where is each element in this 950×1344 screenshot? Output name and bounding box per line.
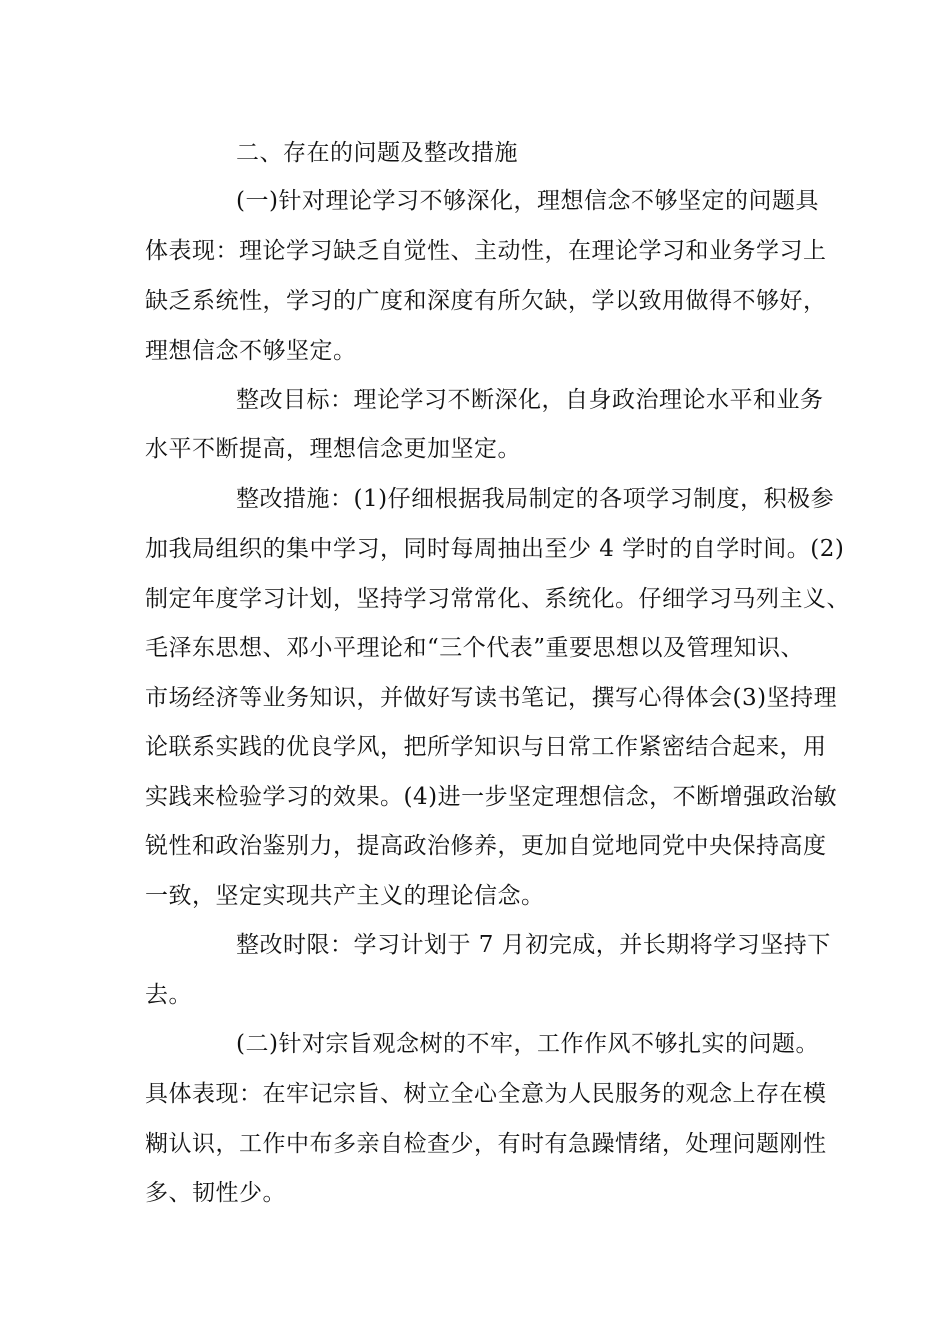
paragraph-line: 多、韧性少。 — [145, 1180, 286, 1206]
paragraph-line: 制定年度学习计划，坚持学习常常化、系统化。仔细学习马列主义、 — [145, 586, 850, 612]
paragraph-line: 论联系实践的优良学风，把所学知识与日常工作紧密结合起来，用 — [145, 734, 827, 760]
paragraph-line: 整改目标：理论学习不断深化，自身政治理论水平和业务 — [236, 387, 824, 413]
paragraph-line: 一致，坚定实现共产主义的理论信念。 — [145, 883, 545, 909]
paragraph-line: 毛泽东思想、邓小平理论和“三个代表”重要思想以及管理知识、 — [145, 635, 805, 661]
paragraph-line: 去。 — [145, 982, 192, 1008]
paragraph-line: 糊认识，工作中布多亲自检查少，有时有急躁情绪，处理问题刚性 — [145, 1131, 827, 1157]
paragraph-line: (一)针对理论学习不够深化，理想信念不够坚定的问题具 — [236, 188, 819, 214]
paragraph-line: (二)针对宗旨观念树的不牢，工作作风不够扎实的问题。 — [236, 1031, 819, 1057]
paragraph-line: 锐性和政治鉴别力，提高政治修养，更加自觉地同党中央保持高度 — [145, 833, 827, 859]
paragraph-line: 实践来检验学习的效果。(4)进一步坚定理想信念，不断增强政治敏 — [145, 784, 838, 810]
paragraph-line: 加我局组织的集中学习，同时每周抽出至少 4 学时的自学时间。(2) — [145, 536, 845, 562]
paragraph-line: 理想信念不够坚定。 — [145, 338, 357, 364]
paragraph-line: 整改措施：(1)仔细根据我局制定的各项学习制度，积极参 — [236, 486, 835, 512]
section-heading: 二、存在的问题及整改措施 — [236, 140, 518, 166]
paragraph-line: 具体表现：在牢记宗旨、树立全心全意为人民服务的观念上存在模 — [145, 1081, 827, 1107]
paragraph-line: 市场经济等业务知识，并做好写读书笔记，撰写心得体会(3)坚持理 — [145, 685, 838, 711]
paragraph-line: 水平不断提高，理想信念更加坚定。 — [145, 436, 521, 462]
paragraph-line: 体表现：理论学习缺乏自觉性、主动性，在理论学习和业务学习上 — [145, 238, 827, 264]
paragraph-line: 缺乏系统性，学习的广度和深度有所欠缺，学以致用做得不够好， — [145, 288, 827, 314]
paragraph-line: 整改时限：学习计划于 7 月初完成，并长期将学习坚持下 — [236, 932, 831, 958]
